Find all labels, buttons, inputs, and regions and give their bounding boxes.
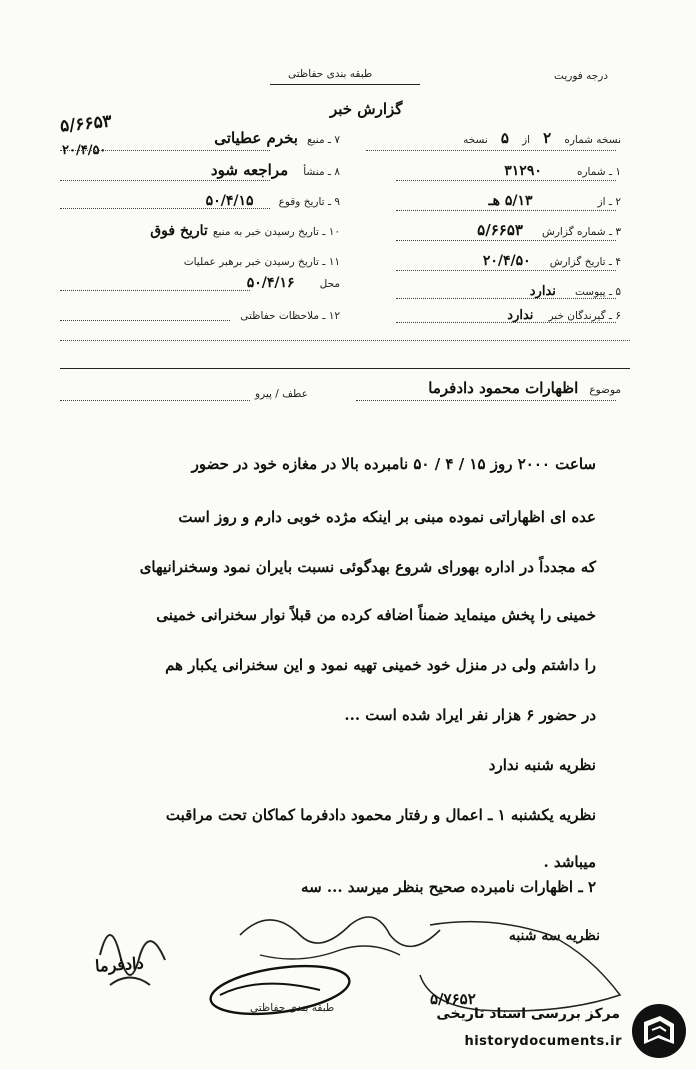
opinion-sunday: نظریه یکشنبه ۱ ـ اعمال و رفتار محمود دادفرما کماکان تحت مراقبت <box>165 806 596 824</box>
footer-number: ۵/۷۶۵۲ <box>430 990 476 1008</box>
field-report-date-label: ۴ ـ تاریخ گزارش <box>549 256 621 268</box>
right-field-9 <box>60 190 340 209</box>
dotted-line <box>396 270 616 271</box>
dotted-line <box>60 340 630 341</box>
field-report-number-value: ۵/۶۶۵۳ <box>477 221 523 239</box>
field-security-notes-label: ۱۲ ـ ملاحظات حفاظتی <box>240 310 340 322</box>
subject-value: اظهارات محمود دادفرما <box>428 379 579 397</box>
archive-logo <box>410 1000 690 1062</box>
body-line: عده ای اظهاراتی نموده مبنی بر اینکه مژده خوبی دارم و روز است <box>178 508 596 526</box>
field-from-value: ۵/۱۳ هـ <box>488 193 533 209</box>
dotted-line <box>60 320 230 321</box>
field-receive-leader-label: ۱۱ ـ تاریخ رسیدن خبر برهبر عملیات <box>183 256 340 268</box>
subject-label: موضوع <box>589 384 621 396</box>
field-event-date-label: ۹ ـ تاریخ وقوع <box>278 196 340 208</box>
left-field-5 <box>361 280 621 299</box>
field-location-label: محل <box>319 278 340 290</box>
dotted-line <box>60 290 250 291</box>
dotted-line <box>356 400 616 401</box>
archive-emblem-icon <box>630 1002 688 1060</box>
form-title: گزارش خبر <box>330 100 403 118</box>
urgency-label: درجه فوریت <box>554 70 608 82</box>
dotted-line <box>60 208 270 209</box>
field-event-date-value: ۵۰/۴/۱۵ <box>205 193 254 209</box>
opinion-saturday: نظریه شنبه ندارد <box>488 756 596 774</box>
field-origin-value: مراجعه شود <box>210 161 289 179</box>
copy-label: نسخه شماره <box>564 134 621 146</box>
dotted-line <box>396 210 616 211</box>
body-line: که مجدداً در اداره بهورای شروع بهدگوئی نسبت بایران نمود وسخنرانیهای <box>139 558 596 576</box>
field-receive-leader-value: ۵۰/۴/۱۶ <box>246 275 295 291</box>
field-source-label: ۷ ـ منبع <box>307 134 340 146</box>
body-line: خمینی را پخش مینماید ضمناً اضافه کرده من قبلاً نوار سخنرانی خمینی <box>156 606 596 624</box>
body-line: در حضور ۶ هزار نفر ایراد شده است ... <box>344 706 596 724</box>
divider <box>60 368 630 369</box>
right-field-10 <box>45 220 340 239</box>
field-report-date-value: ۲۰/۴/۵۰ <box>482 253 531 269</box>
left-field-1 <box>361 160 621 179</box>
opinion-sunday-cont: میباشد . <box>543 853 596 871</box>
left-field-6 <box>361 304 621 323</box>
dotted-line <box>60 180 270 181</box>
opinion-sunday-item2: ۲ ـ اظهارات نامبرده صحیح بنظر میرسد ... سه <box>301 878 596 896</box>
copy-dotted-line <box>366 150 616 151</box>
field-attachment-value: ندارد <box>529 284 556 299</box>
copy-total-value: ۵ <box>500 129 509 147</box>
copy-value: ۲ <box>543 129 552 147</box>
field-receive-source-value: تاریخ فوق <box>150 223 208 239</box>
opinion-tuesday: نظریه سه شنبه <box>508 928 600 944</box>
classification-underline <box>270 84 420 85</box>
dotted-line <box>60 400 250 401</box>
field-attachment-label: ۵ ـ پیوست <box>574 286 621 298</box>
right-field-8 <box>60 160 340 179</box>
field-recipients-label: ۶ ـ گیرندگان خبر <box>548 310 621 322</box>
body-line: ساعت ۲۰۰۰ روز ۱۵ / ۴ / ۵۰ نامبرده بالا در مغازه خود در حضور <box>191 455 596 473</box>
subject-line <box>321 378 621 397</box>
copy-suffix-label: نسخه <box>463 134 488 146</box>
field-origin-label: ۸ ـ منشأ <box>303 166 340 178</box>
right-field-11 <box>60 250 340 269</box>
field-report-number-label: ۳ ـ شماره گزارش <box>542 226 621 238</box>
field-recipients-value: ندارد <box>507 308 534 323</box>
copy-of-label: از <box>522 134 531 146</box>
archive-url: historydocuments.ir <box>464 1034 622 1049</box>
source-extra-date: ۲۰/۴/۵۰ <box>62 143 107 158</box>
field-source-value: بخرم عطیاتی <box>214 129 298 147</box>
handwritten-note: دادفرما <box>94 953 145 976</box>
classification-label: طبقه بندی حفاظتی <box>288 68 373 80</box>
source-extra-number: ۵/۶۶۵۳ <box>59 111 113 137</box>
copy-number-line <box>361 128 621 158</box>
left-field-3 <box>361 220 621 239</box>
left-field-4 <box>361 250 621 269</box>
field-from-label: ۲ ـ از <box>597 196 621 208</box>
dotted-line <box>396 180 616 181</box>
field-number-label: ۱ ـ شماره <box>576 166 621 178</box>
left-field-2 <box>361 190 621 209</box>
body-line: را داشتم ولی در منزل خود خمینی تهیه نمود و این سخنرانی یکبار هم <box>165 656 596 674</box>
dotted-line <box>396 240 616 241</box>
field-number-value: ۳۱۲۹۰ <box>504 163 542 179</box>
archive-name: مرکز بررسی اسناد تاریخی <box>436 1006 620 1022</box>
reference-label: عطف / پیرو <box>255 388 308 400</box>
dotted-line <box>396 322 616 323</box>
dotted-line <box>396 298 616 299</box>
footer-classification-label: طبقه بندی حفاظتی <box>250 1002 335 1014</box>
right-field-11-sub <box>60 272 340 291</box>
dotted-line <box>60 150 270 151</box>
field-receive-source-label: ۱۰ ـ تاریخ رسیدن خبر به منبع <box>212 226 340 238</box>
